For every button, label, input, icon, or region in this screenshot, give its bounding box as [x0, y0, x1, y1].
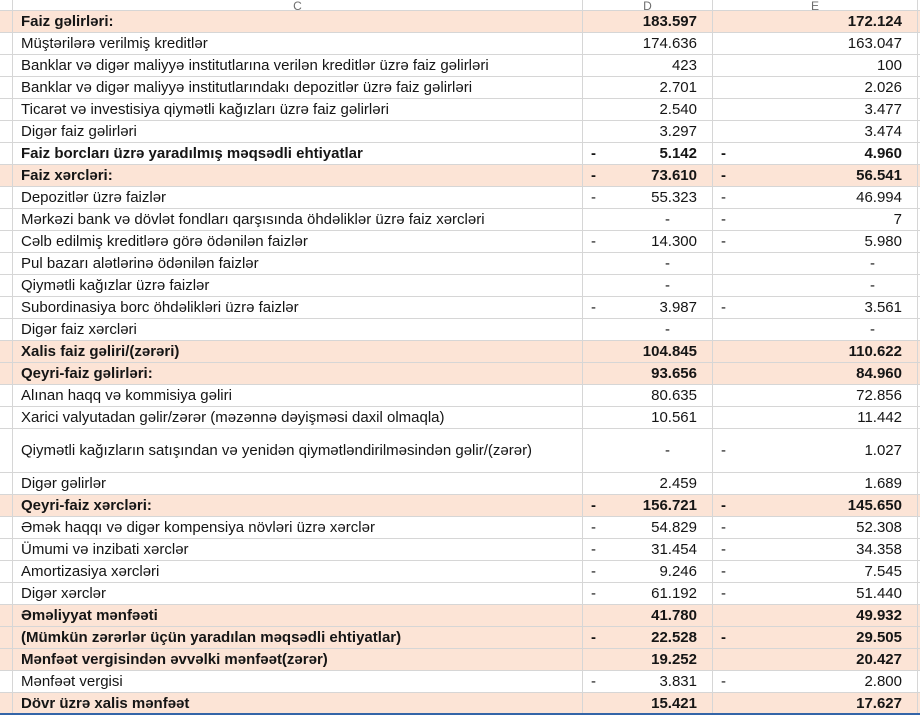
- column-header-e-label: E: [810, 0, 819, 10]
- row-label: Qeyri-faiz gəlirləri:: [21, 365, 153, 382]
- row-label-cell[interactable]: [13, 165, 583, 186]
- value-cell-e[interactable]: [713, 605, 918, 626]
- negative-sign-e: -: [721, 233, 726, 250]
- row-gutter-cell[interactable]: [0, 11, 13, 32]
- negative-sign-d: -: [591, 497, 596, 514]
- value-cell-e[interactable]: [713, 539, 918, 560]
- value-d: 104.845: [642, 343, 697, 360]
- negative-sign-e: -: [721, 563, 726, 580]
- negative-sign-e: -: [721, 442, 726, 459]
- negative-sign-d: -: [591, 299, 596, 316]
- table-row: [0, 561, 920, 583]
- negative-sign-e: -: [721, 673, 726, 690]
- row-label-cell[interactable]: [13, 671, 583, 692]
- value-d: 2.459: [659, 475, 697, 492]
- row-label-cell[interactable]: [13, 33, 583, 54]
- value-cell-e[interactable]: [713, 649, 918, 670]
- column-header-d-label: D: [643, 0, 652, 10]
- table-row: [0, 121, 920, 143]
- table-row: [0, 671, 920, 693]
- negative-sign-e: -: [721, 585, 726, 602]
- row-label: Depozitlər üzrə faizlər: [21, 189, 167, 206]
- negative-sign-d: -: [591, 167, 596, 184]
- value-cell-d[interactable]: [583, 517, 713, 538]
- value-e: -: [870, 321, 875, 338]
- value-cell-e[interactable]: [713, 275, 918, 296]
- value-cell-d[interactable]: [583, 77, 713, 98]
- value-cell-d[interactable]: [583, 341, 713, 362]
- column-header-c[interactable]: [13, 0, 583, 10]
- value-d: 3.297: [659, 123, 697, 140]
- value-d: 183.597: [642, 13, 697, 30]
- value-cell-d[interactable]: [583, 11, 713, 32]
- table-row: [0, 231, 920, 253]
- table-row: [0, 55, 920, 77]
- value-e: 20.427: [856, 651, 902, 668]
- row-label: Dövr üzrə xalis mənfəət: [21, 695, 190, 712]
- row-label-cell[interactable]: [13, 605, 583, 626]
- value-cell-d[interactable]: [583, 429, 713, 472]
- row-label-cell[interactable]: [13, 561, 583, 582]
- value-cell-d[interactable]: [583, 55, 713, 76]
- value-e: 1.027: [864, 442, 902, 459]
- value-d: 174.636: [642, 35, 697, 52]
- row-label: Mənfəət vergisindən əvvəlki mənfəət(zərər): [21, 651, 328, 668]
- value-cell-d[interactable]: [583, 385, 713, 406]
- table-row: [0, 209, 920, 231]
- row-gutter-cell[interactable]: [0, 671, 13, 692]
- value-e: 100: [876, 57, 902, 74]
- row-gutter-cell[interactable]: [0, 143, 13, 164]
- value-e: 1.689: [864, 475, 902, 492]
- row-gutter-cell[interactable]: [0, 407, 13, 428]
- row-label: Əmək haqqı və digər kompensiya növləri üzrə xərclər: [21, 519, 375, 536]
- row-label: Digər gəlirlər: [21, 475, 107, 492]
- value-d: 2.701: [659, 79, 697, 96]
- value-cell-e[interactable]: [713, 143, 918, 164]
- value-e: 49.932: [856, 607, 902, 624]
- row-label-cell[interactable]: [13, 253, 583, 274]
- row-gutter-cell[interactable]: [0, 605, 13, 626]
- column-header-d[interactable]: [583, 0, 713, 10]
- value-d: 15.421: [651, 695, 697, 712]
- row-label-cell[interactable]: [13, 341, 583, 362]
- row-gutter-cell[interactable]: [0, 33, 13, 54]
- value-e: 3.474: [864, 123, 902, 140]
- row-label: Faiz borcları üzrə yaradılmış məqsədli ehtiyatlar: [21, 145, 363, 162]
- value-cell-e[interactable]: [713, 55, 918, 76]
- row-gutter-cell[interactable]: [0, 231, 13, 252]
- value-cell-e[interactable]: [713, 561, 918, 582]
- row-label-cell[interactable]: [13, 209, 583, 230]
- row-gutter-cell[interactable]: [0, 649, 13, 670]
- row-label: Xarici valyutadan gəlir/zərər (məzənnə dəyişməsi daxil olmaqla): [21, 409, 445, 426]
- value-cell-d[interactable]: [583, 495, 713, 516]
- table-row: [0, 429, 920, 473]
- row-gutter-cell[interactable]: [0, 473, 13, 494]
- table-row: [0, 407, 920, 429]
- value-d: 5.142: [659, 145, 697, 162]
- negative-sign-e: -: [721, 167, 726, 184]
- value-e: 7.545: [864, 563, 902, 580]
- row-label-cell[interactable]: [13, 363, 583, 384]
- row-label: Mərkəzi bank və dövlət fondları qarşısında öhdəliklər üzrə faiz xərcləri: [21, 211, 485, 228]
- value-cell-d[interactable]: [583, 209, 713, 230]
- value-e: 7: [893, 211, 902, 228]
- table-row: [0, 473, 920, 495]
- value-e: 4.960: [864, 145, 902, 162]
- table-row: [0, 319, 920, 341]
- row-label: Amortizasiya xərcləri: [21, 563, 160, 580]
- value-cell-e[interactable]: [713, 11, 918, 32]
- value-cell-e[interactable]: [713, 319, 918, 340]
- value-e: 56.541: [856, 167, 902, 184]
- value-cell-d[interactable]: [583, 231, 713, 252]
- value-e: -: [870, 255, 875, 272]
- value-cell-e[interactable]: [713, 253, 918, 274]
- value-cell-d[interactable]: [583, 539, 713, 560]
- row-label: Digər faiz gəlirləri: [21, 123, 137, 140]
- row-label: Cəlb edilmiş kreditlərə görə ödənilən faizlər: [21, 233, 308, 250]
- value-cell-d[interactable]: [583, 627, 713, 648]
- negative-sign-d: -: [591, 145, 596, 162]
- value-cell-e[interactable]: [713, 693, 918, 714]
- row-gutter-cell[interactable]: [0, 55, 13, 76]
- negative-sign-d: -: [591, 519, 596, 536]
- negative-sign-e: -: [721, 497, 726, 514]
- table-row: [0, 99, 920, 121]
- value-cell-d[interactable]: [583, 275, 713, 296]
- row-label-cell[interactable]: [13, 99, 583, 120]
- negative-sign-e: -: [721, 629, 726, 646]
- value-cell-e[interactable]: [713, 77, 918, 98]
- value-cell-e[interactable]: [713, 121, 918, 142]
- value-d: 80.635: [651, 387, 697, 404]
- value-cell-e[interactable]: [713, 671, 918, 692]
- value-cell-e[interactable]: [713, 231, 918, 252]
- value-cell-e[interactable]: [713, 385, 918, 406]
- row-label-cell[interactable]: [13, 55, 583, 76]
- negative-sign-e: -: [721, 145, 726, 162]
- row-label-cell[interactable]: [13, 495, 583, 516]
- row-gutter-cell[interactable]: [0, 429, 13, 472]
- value-cell-d[interactable]: [583, 561, 713, 582]
- row-label-cell[interactable]: [13, 231, 583, 252]
- value-d: 31.454: [651, 541, 697, 558]
- value-cell-e[interactable]: [713, 99, 918, 120]
- row-label: Banklar və digər maliyyə institutlarına verilən kreditlər üzrə faiz gəlirləri: [21, 57, 489, 74]
- row-gutter-cell[interactable]: [0, 165, 13, 186]
- value-d: 41.780: [651, 607, 697, 624]
- value-d: -: [665, 211, 670, 228]
- row-gutter-cell[interactable]: [0, 187, 13, 208]
- table-row: [0, 143, 920, 165]
- table-row: [0, 649, 920, 671]
- value-d: 54.829: [651, 519, 697, 536]
- row-label-cell[interactable]: [13, 187, 583, 208]
- row-gutter-cell[interactable]: [0, 363, 13, 384]
- negative-sign-e: -: [721, 211, 726, 228]
- row-label-cell[interactable]: [13, 407, 583, 428]
- value-cell-d[interactable]: [583, 33, 713, 54]
- value-e: 29.505: [856, 629, 902, 646]
- row-label-cell[interactable]: [13, 693, 583, 714]
- table-row: [0, 385, 920, 407]
- row-gutter-cell[interactable]: [0, 99, 13, 120]
- value-cell-e[interactable]: [713, 517, 918, 538]
- row-gutter-cell[interactable]: [0, 275, 13, 296]
- value-cell-e[interactable]: [713, 473, 918, 494]
- value-cell-d[interactable]: [583, 605, 713, 626]
- table-row: [0, 341, 920, 363]
- negative-sign-d: -: [591, 541, 596, 558]
- row-gutter-cell[interactable]: [0, 627, 13, 648]
- value-d: 14.300: [651, 233, 697, 250]
- value-cell-e[interactable]: [713, 583, 918, 604]
- row-label: (Mümkün zərərlər üçün yaradılan məqsədli ehtiyatlar): [21, 629, 402, 646]
- negative-sign-d: -: [591, 563, 596, 580]
- table-row: [0, 627, 920, 649]
- value-e: 5.980: [864, 233, 902, 250]
- value-d: 22.528: [651, 629, 697, 646]
- row-label: Digər xərclər: [21, 585, 107, 602]
- value-d: 61.192: [651, 585, 697, 602]
- negative-sign-d: -: [591, 585, 596, 602]
- value-e: 51.440: [856, 585, 902, 602]
- row-label-cell[interactable]: [13, 297, 583, 318]
- value-d: 3.831: [659, 673, 697, 690]
- row-label: Faiz xərcləri:: [21, 167, 113, 184]
- value-cell-d[interactable]: [583, 671, 713, 692]
- row-label: Ticarət və investisiya qiymətli kağızları üzrə faiz gəlirləri: [21, 101, 389, 118]
- table-row: [0, 187, 920, 209]
- row-label: Alınan haqq və kommisiya gəliri: [21, 387, 232, 404]
- negative-sign-e: -: [721, 519, 726, 536]
- value-d: 10.561: [651, 409, 697, 426]
- row-label: Banklar və digər maliyyə institutlarındakı depozitlər üzrə faiz gəlirləri: [21, 79, 473, 96]
- row-label: Ümumi və inzibati xərclər: [21, 541, 189, 558]
- row-label: Qiymətli kağızlar üzrə faizlər: [21, 277, 210, 294]
- row-label: Faiz gəlirləri:: [21, 13, 114, 30]
- table-row: [0, 539, 920, 561]
- table-row: [0, 253, 920, 275]
- row-label: Qeyri-faiz xərcləri:: [21, 497, 152, 514]
- row-label-cell[interactable]: [13, 429, 583, 472]
- negative-sign-d: -: [591, 233, 596, 250]
- row-label-cell[interactable]: [13, 121, 583, 142]
- value-cell-d[interactable]: [583, 253, 713, 274]
- row-gutter-cell[interactable]: [0, 583, 13, 604]
- value-cell-e[interactable]: [713, 407, 918, 428]
- negative-sign-e: -: [721, 541, 726, 558]
- value-cell-d[interactable]: [583, 121, 713, 142]
- value-e: 11.442: [857, 409, 902, 426]
- row-label-cell[interactable]: [13, 319, 583, 340]
- value-cell-d[interactable]: [583, 649, 713, 670]
- row-label: Digər faiz xərcləri: [21, 321, 137, 338]
- value-e: 2.026: [864, 79, 902, 96]
- row-label-cell[interactable]: [13, 473, 583, 494]
- table-row: [0, 517, 920, 539]
- row-label: Xalis faiz gəliri/(zərəri): [21, 343, 180, 360]
- value-e: 34.358: [856, 541, 902, 558]
- value-d: 55.323: [651, 189, 697, 206]
- value-cell-e[interactable]: [713, 187, 918, 208]
- value-cell-e[interactable]: [713, 363, 918, 384]
- value-e: -: [870, 277, 875, 294]
- value-e: 46.994: [856, 189, 902, 206]
- value-d: 2.540: [659, 101, 697, 118]
- row-gutter-cell[interactable]: [0, 341, 13, 362]
- row-label-cell[interactable]: [13, 143, 583, 164]
- table-row: [0, 495, 920, 517]
- table-row: [0, 297, 920, 319]
- row-label-cell[interactable]: [13, 275, 583, 296]
- row-label-cell[interactable]: [13, 385, 583, 406]
- negative-sign-d: -: [591, 629, 596, 646]
- value-cell-e[interactable]: [713, 33, 918, 54]
- row-gutter-cell[interactable]: [0, 495, 13, 516]
- value-cell-e[interactable]: [713, 297, 918, 318]
- column-header-c-label: C: [293, 0, 302, 10]
- row-gutter-cell[interactable]: [0, 297, 13, 318]
- value-cell-d[interactable]: [583, 99, 713, 120]
- row-gutter-cell[interactable]: [0, 253, 13, 274]
- column-header-row: [0, 0, 920, 11]
- value-e: 3.477: [864, 101, 902, 118]
- row-label-cell[interactable]: [13, 583, 583, 604]
- row-gutter-cell[interactable]: [0, 517, 13, 538]
- value-cell-d[interactable]: [583, 363, 713, 384]
- row-label: Pul bazarı alətlərinə ödənilən faizlər: [21, 255, 259, 272]
- table-row: [0, 693, 920, 715]
- rows-container: [0, 11, 920, 715]
- value-d: -: [665, 255, 670, 272]
- row-label: Mənfəət vergisi: [21, 673, 123, 690]
- column-header-gutter[interactable]: [0, 0, 13, 10]
- value-cell-d[interactable]: [583, 143, 713, 164]
- row-label-cell[interactable]: [13, 627, 583, 648]
- value-e: 52.308: [856, 519, 902, 536]
- row-label: Əməliyyat mənfəəti: [21, 607, 158, 624]
- table-row: [0, 77, 920, 99]
- value-d: -: [665, 442, 670, 459]
- table-row: [0, 605, 920, 627]
- value-cell-e[interactable]: [713, 429, 918, 472]
- value-d: 156.721: [642, 497, 697, 514]
- table-row: [0, 11, 920, 33]
- row-gutter-cell[interactable]: [0, 121, 13, 142]
- value-d: 93.656: [651, 365, 697, 382]
- negative-sign-d: -: [591, 189, 596, 206]
- value-e: 145.650: [847, 497, 902, 514]
- value-e: 84.960: [856, 365, 902, 382]
- value-e: 172.124: [847, 13, 902, 30]
- value-e: 163.047: [847, 35, 902, 52]
- column-header-e[interactable]: [713, 0, 918, 10]
- value-cell-d[interactable]: [583, 297, 713, 318]
- row-label-cell[interactable]: [13, 649, 583, 670]
- table-row: [0, 165, 920, 187]
- row-gutter-cell[interactable]: [0, 561, 13, 582]
- value-cell-d[interactable]: [583, 473, 713, 494]
- row-gutter-cell[interactable]: [0, 319, 13, 340]
- negative-sign-e: -: [721, 299, 726, 316]
- value-e: 17.627: [856, 695, 902, 712]
- value-cell-d[interactable]: [583, 407, 713, 428]
- value-cell-d[interactable]: [583, 319, 713, 340]
- table-row: [0, 33, 920, 55]
- value-d: 3.987: [659, 299, 697, 316]
- value-cell-e[interactable]: [713, 341, 918, 362]
- row-gutter-cell[interactable]: [0, 693, 13, 714]
- row-label-cell[interactable]: [13, 11, 583, 32]
- row-label: Qiymətli kağızların satışından və yenidən qiymətləndirilməsindən gəlir/(zərər): [21, 442, 533, 459]
- row-gutter-cell[interactable]: [0, 539, 13, 560]
- negative-sign-d: -: [591, 673, 596, 690]
- row-label-cell[interactable]: [13, 77, 583, 98]
- row-gutter-cell[interactable]: [0, 209, 13, 230]
- value-cell-e[interactable]: [713, 627, 918, 648]
- table-row: [0, 583, 920, 605]
- value-cell-e[interactable]: [713, 165, 918, 186]
- value-cell-d[interactable]: [583, 693, 713, 714]
- value-e: 2.800: [864, 673, 902, 690]
- row-label-cell[interactable]: [13, 517, 583, 538]
- value-cell-e[interactable]: [713, 209, 918, 230]
- value-d: 19.252: [651, 651, 697, 668]
- negative-sign-e: -: [721, 189, 726, 206]
- value-e: 72.856: [856, 387, 902, 404]
- row-gutter-cell[interactable]: [0, 385, 13, 406]
- value-e: 3.561: [864, 299, 902, 316]
- value-cell-d[interactable]: [583, 187, 713, 208]
- table-row: [0, 363, 920, 385]
- row-label: Müştərilərə verilmiş kreditlər: [21, 35, 208, 52]
- value-cell-d[interactable]: [583, 165, 713, 186]
- row-label-cell[interactable]: [13, 539, 583, 560]
- value-d: -: [665, 321, 670, 338]
- value-d: 73.610: [651, 167, 697, 184]
- value-e: 110.622: [848, 343, 902, 360]
- row-label: Subordinasiya borc öhdəlikləri üzrə faizlər: [21, 299, 299, 316]
- value-cell-d[interactable]: [583, 583, 713, 604]
- table-row: [0, 275, 920, 297]
- value-d: 423: [671, 57, 697, 74]
- value-cell-e[interactable]: [713, 495, 918, 516]
- row-gutter-cell[interactable]: [0, 77, 13, 98]
- value-d: 9.246: [659, 563, 697, 580]
- value-d: -: [665, 277, 670, 294]
